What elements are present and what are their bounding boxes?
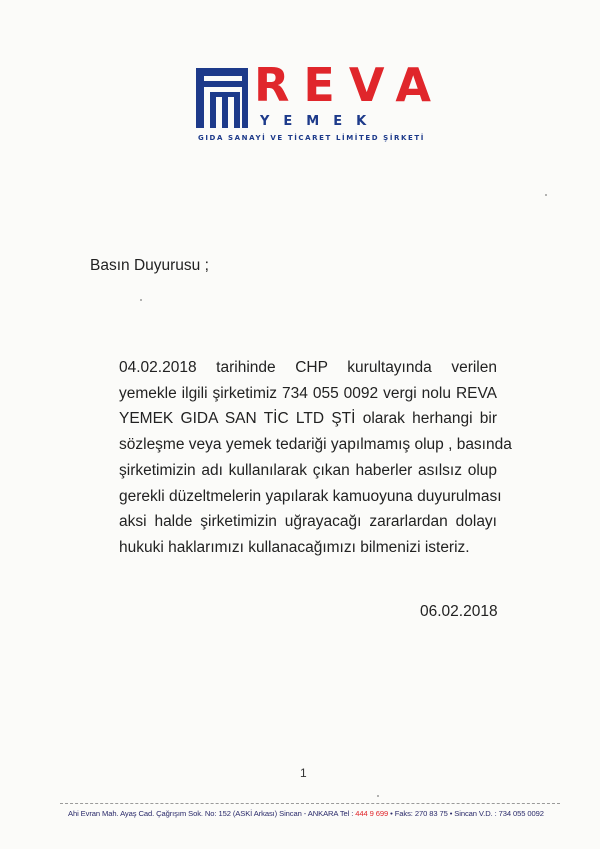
letter-body <box>119 355 512 561</box>
body-line: hukuki haklarımızı kullanacağımızı bilmenizi isteriz. <box>119 538 470 556</box>
page-number: 1 <box>300 766 307 780</box>
footer-divider <box>60 803 560 804</box>
body-line: YEMEK GIDA SAN TİC LTD ŞTİ olarak herhangi bir <box>119 410 497 428</box>
body-line: aksi halde şirketimizin uğrayacağı zararlardan dolayı <box>119 513 497 531</box>
footer-phone: 444 9 699 <box>355 809 389 818</box>
letter-date: 06.02.2018 <box>420 603 498 620</box>
reva-logo-mark-icon <box>196 68 248 128</box>
body-line: 04.02.2018 tarihinde CHP kurultayında verilen <box>119 359 497 376</box>
company-logo <box>196 58 445 148</box>
logo-wordmark: REVA <box>254 58 445 112</box>
footer-fax-tax: • Faks: 270 83 75 • Sincan V.D. : 734 055 0092 <box>388 809 544 818</box>
scan-speck <box>545 194 547 196</box>
letter-heading: Basın Duyurusu ; <box>90 257 209 274</box>
body-line: sözleşme veya yemek tedariği yapılmamış olup , basında <box>119 436 512 454</box>
body-line: yemekle ilgili şirketimiz 734 055 0092 vergi nolu REVA <box>119 384 497 402</box>
logo-subtitle: YEMEK <box>260 114 381 129</box>
body-line: gerekli düzeltmelerin yapılarak kamuoyuna duyurulması <box>119 487 502 505</box>
footer-address: Ahi Evran Mah. Ayaş Cad. Çağrışım Sok. No: 152 (ASKİ Arkası) Sincan - ANKARA Tel : <box>68 809 356 818</box>
footer-contact <box>68 809 548 818</box>
logo-tagline: GIDA SANAYİ VE TİCARET LİMİTED ŞİRKETİ <box>198 134 426 142</box>
scan-speck <box>140 299 142 301</box>
scan-speck <box>377 795 379 797</box>
body-line: şirketimizin adı kullanılarak çıkan haberler asılsız olup <box>119 461 497 479</box>
